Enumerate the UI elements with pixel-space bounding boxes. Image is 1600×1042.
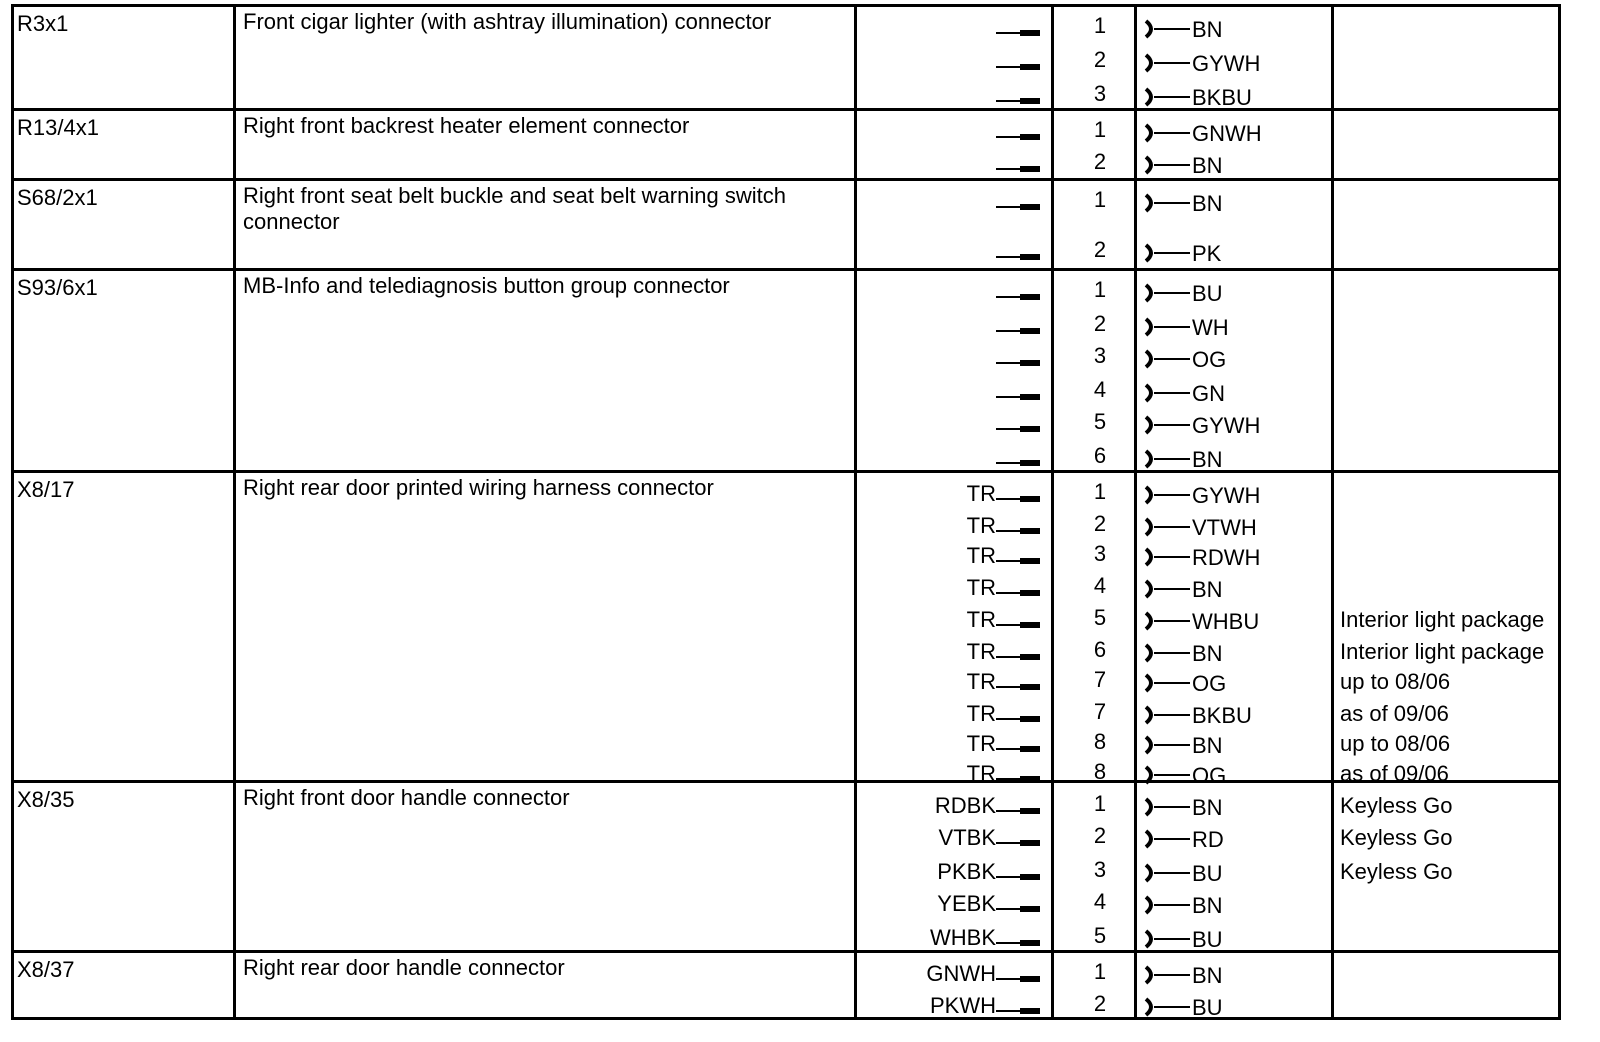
wire-color-label: TR (966, 607, 996, 632)
socket-terminal-icon (1140, 345, 1190, 373)
plug-terminal-icon (996, 731, 1040, 759)
plug-terminal-icon (996, 189, 1040, 217)
connector-description: Right rear door handle connector (243, 955, 565, 980)
pin-number: 2 (1093, 991, 1107, 1016)
pin-row (14, 639, 1558, 667)
cable-color: BN (1192, 577, 1223, 602)
pin-note: Interior light package (1340, 639, 1545, 664)
socket-terminal-icon (1140, 669, 1190, 697)
pin-number: 3 (1093, 857, 1107, 882)
connector-description: Right rear door printed wiring harness connector (243, 475, 714, 500)
wire-color-label: PKBK (937, 859, 996, 884)
pin-number: 1 (1093, 791, 1107, 816)
connector-description: MB-Info and telediagnosis button group connector (243, 273, 730, 298)
cable-color: GYWH (1192, 413, 1261, 438)
pin-number: 4 (1093, 889, 1107, 914)
pin-row (14, 543, 1558, 571)
socket-terminal-icon (1140, 379, 1190, 407)
connector-row (14, 181, 1558, 271)
connector-description: Right front backrest heater element connector (243, 113, 690, 138)
socket-terminal-icon (1140, 83, 1190, 111)
pin-row (14, 825, 1558, 853)
socket-terminal-icon (1140, 925, 1190, 953)
connector-code: X8/35 (17, 787, 75, 812)
plug-terminal-icon (996, 891, 1040, 919)
plug-terminal-icon (996, 15, 1040, 43)
socket-terminal-icon (1140, 49, 1190, 77)
pin-number: 5 (1093, 409, 1107, 434)
wire-color-label: VTBK (938, 825, 996, 850)
socket-terminal-icon (1140, 119, 1190, 147)
cable-color: OG (1192, 347, 1227, 372)
pin-row (14, 379, 1558, 407)
cable-color: BKBU (1192, 703, 1252, 728)
pin-row (14, 925, 1558, 953)
pin-row (14, 345, 1558, 373)
cable-color: OG (1192, 763, 1227, 788)
connector-code: S93/6x1 (17, 275, 98, 300)
pin-number: 3 (1093, 343, 1107, 368)
cable-color: WH (1192, 315, 1229, 340)
plug-terminal-icon (996, 669, 1040, 697)
plug-terminal-icon (996, 481, 1040, 509)
pin-row (14, 701, 1558, 729)
pin-note: Interior light package (1340, 607, 1545, 632)
plug-terminal-icon (996, 701, 1040, 729)
pin-note: Keyless Go (1340, 793, 1453, 818)
connector-description: Front cigar lighter (with ashtray illumination) connector (243, 9, 772, 34)
connector-row (14, 953, 1558, 1020)
wire-color-label: TR (966, 481, 996, 506)
socket-terminal-icon (1140, 411, 1190, 439)
pin-number: 8 (1093, 759, 1107, 784)
pin-number: 5 (1093, 605, 1107, 630)
pin-number: 2 (1093, 311, 1107, 336)
cable-color: RD (1192, 827, 1224, 852)
wire-color-label: PKWH (930, 993, 996, 1018)
cable-color: BN (1192, 795, 1223, 820)
wire-color-label: YEBK (937, 891, 996, 916)
pin-row (14, 793, 1558, 821)
pin-row (14, 513, 1558, 541)
socket-terminal-icon (1140, 993, 1190, 1021)
cable-color: BN (1192, 153, 1223, 178)
plug-terminal-icon (996, 925, 1040, 953)
socket-terminal-icon (1140, 279, 1190, 307)
plug-terminal-icon (996, 445, 1040, 473)
plug-terminal-icon (996, 313, 1040, 341)
pin-number: 8 (1093, 729, 1107, 754)
cable-color: BN (1192, 641, 1223, 666)
pin-note: up to 08/06 (1340, 731, 1451, 756)
pin-row (14, 731, 1558, 759)
plug-terminal-icon (996, 825, 1040, 853)
pin-row (14, 859, 1558, 887)
socket-terminal-icon (1140, 313, 1190, 341)
wire-color-label: TR (966, 575, 996, 600)
socket-terminal-icon (1140, 639, 1190, 667)
pin-number: 2 (1093, 149, 1107, 174)
socket-terminal-icon (1140, 859, 1190, 887)
pin-number: 1 (1093, 117, 1107, 142)
cable-color: BU (1192, 927, 1223, 952)
plug-terminal-icon (996, 639, 1040, 667)
pin-number: 3 (1093, 541, 1107, 566)
cable-color: BU (1192, 995, 1223, 1020)
cable-color: GNWH (1192, 121, 1262, 146)
wire-color-label: WHBK (930, 925, 996, 950)
plug-terminal-icon (996, 859, 1040, 887)
cable-color: BU (1192, 281, 1223, 306)
plug-terminal-icon (996, 119, 1040, 147)
pin-number: 6 (1093, 637, 1107, 662)
plug-terminal-icon (996, 543, 1040, 571)
connector-row (14, 111, 1558, 181)
pin-row (14, 15, 1558, 43)
pin-note: as of 09/06 (1340, 701, 1449, 726)
connector-row (14, 473, 1558, 788)
cable-color: BN (1192, 17, 1223, 42)
cable-color: BU (1192, 861, 1223, 886)
wire-color-label: TR (966, 639, 996, 664)
connector-row (14, 271, 1558, 473)
plug-terminal-icon (996, 49, 1040, 77)
wire-color-label: TR (966, 513, 996, 538)
socket-terminal-icon (1140, 701, 1190, 729)
plug-terminal-icon (996, 411, 1040, 439)
socket-terminal-icon (1140, 793, 1190, 821)
pin-row (14, 575, 1558, 603)
connector-code: S68/2x1 (17, 185, 98, 210)
socket-terminal-icon (1140, 239, 1190, 267)
pin-row (14, 993, 1558, 1021)
socket-terminal-icon (1140, 961, 1190, 989)
plug-terminal-icon (996, 345, 1040, 373)
pin-number: 1 (1093, 479, 1107, 504)
pin-note: Keyless Go (1340, 825, 1453, 850)
pin-row (14, 189, 1558, 217)
wire-color-label: TR (966, 669, 996, 694)
socket-terminal-icon (1140, 607, 1190, 635)
wire-color-label: TR (966, 731, 996, 756)
plug-terminal-icon (996, 239, 1040, 267)
pin-row (14, 239, 1558, 267)
plug-terminal-icon (996, 379, 1040, 407)
cable-color: WHBU (1192, 609, 1260, 634)
socket-terminal-icon (1140, 543, 1190, 571)
pin-number: 1 (1093, 277, 1107, 302)
pin-row (14, 83, 1558, 111)
socket-terminal-icon (1140, 825, 1190, 853)
pin-row (14, 891, 1558, 919)
plug-terminal-icon (996, 993, 1040, 1021)
cable-color: BN (1192, 893, 1223, 918)
pin-row (14, 151, 1558, 179)
pin-number: 6 (1093, 443, 1107, 468)
pin-number: 1 (1093, 959, 1107, 984)
pin-number: 1 (1093, 187, 1107, 212)
plug-terminal-icon (996, 575, 1040, 603)
socket-terminal-icon (1140, 513, 1190, 541)
pin-row (14, 411, 1558, 439)
cable-color: BN (1192, 733, 1223, 758)
socket-terminal-icon (1140, 189, 1190, 217)
pin-row (14, 279, 1558, 307)
pin-row (14, 669, 1558, 697)
wire-color-label: TR (966, 543, 996, 568)
pin-number: 3 (1093, 81, 1107, 106)
pin-number: 5 (1093, 923, 1107, 948)
cable-color: GN (1192, 381, 1225, 406)
socket-terminal-icon (1140, 891, 1190, 919)
socket-terminal-icon (1140, 575, 1190, 603)
pin-note: as of 09/06 (1340, 761, 1449, 786)
wire-color-label: GNWH (926, 961, 996, 986)
cable-color: BKBU (1192, 85, 1252, 110)
pin-note: Keyless Go (1340, 859, 1453, 884)
pin-row (14, 445, 1558, 473)
cable-color: BN (1192, 447, 1223, 472)
socket-terminal-icon (1140, 731, 1190, 759)
connector-table (11, 4, 1561, 1020)
pin-number: 1 (1093, 13, 1107, 38)
connector-description: Right front door handle connector (243, 785, 570, 810)
cable-color: VTWH (1192, 515, 1257, 540)
plug-terminal-icon (996, 151, 1040, 179)
socket-terminal-icon (1140, 481, 1190, 509)
wire-color-label: TR (966, 761, 996, 786)
plug-terminal-icon (996, 513, 1040, 541)
pin-row (14, 607, 1558, 635)
socket-terminal-icon (1140, 15, 1190, 43)
cable-color: BN (1192, 191, 1223, 216)
pin-row (14, 119, 1558, 147)
plug-terminal-icon (996, 961, 1040, 989)
pin-row (14, 481, 1558, 509)
pin-number: 7 (1093, 667, 1107, 692)
pin-note: up to 08/06 (1340, 669, 1451, 694)
pin-row (14, 961, 1558, 989)
socket-terminal-icon (1140, 151, 1190, 179)
cable-color: GYWH (1192, 483, 1261, 508)
connector-code: R13/4x1 (17, 115, 99, 140)
pin-number: 4 (1093, 377, 1107, 402)
plug-terminal-icon (996, 607, 1040, 635)
connector-code: X8/17 (17, 477, 75, 502)
socket-terminal-icon (1140, 445, 1190, 473)
pin-row (14, 49, 1558, 77)
connector-code: X8/37 (17, 957, 75, 982)
cable-color: OG (1192, 671, 1227, 696)
connector-row (14, 7, 1558, 111)
wire-color-label: TR (966, 701, 996, 726)
connector-description: Right front seat belt buckle and seat belt warning switch connector (243, 183, 786, 234)
plug-terminal-icon (996, 793, 1040, 821)
cable-color: GYWH (1192, 51, 1261, 76)
pin-row (14, 313, 1558, 341)
pin-number: 2 (1093, 511, 1107, 536)
pin-number: 2 (1093, 237, 1107, 262)
cable-color: RDWH (1192, 545, 1261, 570)
pin-number: 7 (1093, 699, 1107, 724)
wire-color-label: RDBK (934, 793, 996, 818)
cable-color: PK (1192, 241, 1222, 266)
connector-code: R3x1 (17, 11, 69, 36)
pin-number: 4 (1093, 573, 1107, 598)
pin-number: 2 (1093, 823, 1107, 848)
plug-terminal-icon (996, 83, 1040, 111)
pin-number: 2 (1093, 47, 1107, 72)
cable-color: BN (1192, 963, 1223, 988)
plug-terminal-icon (996, 279, 1040, 307)
connector-row (14, 783, 1558, 953)
